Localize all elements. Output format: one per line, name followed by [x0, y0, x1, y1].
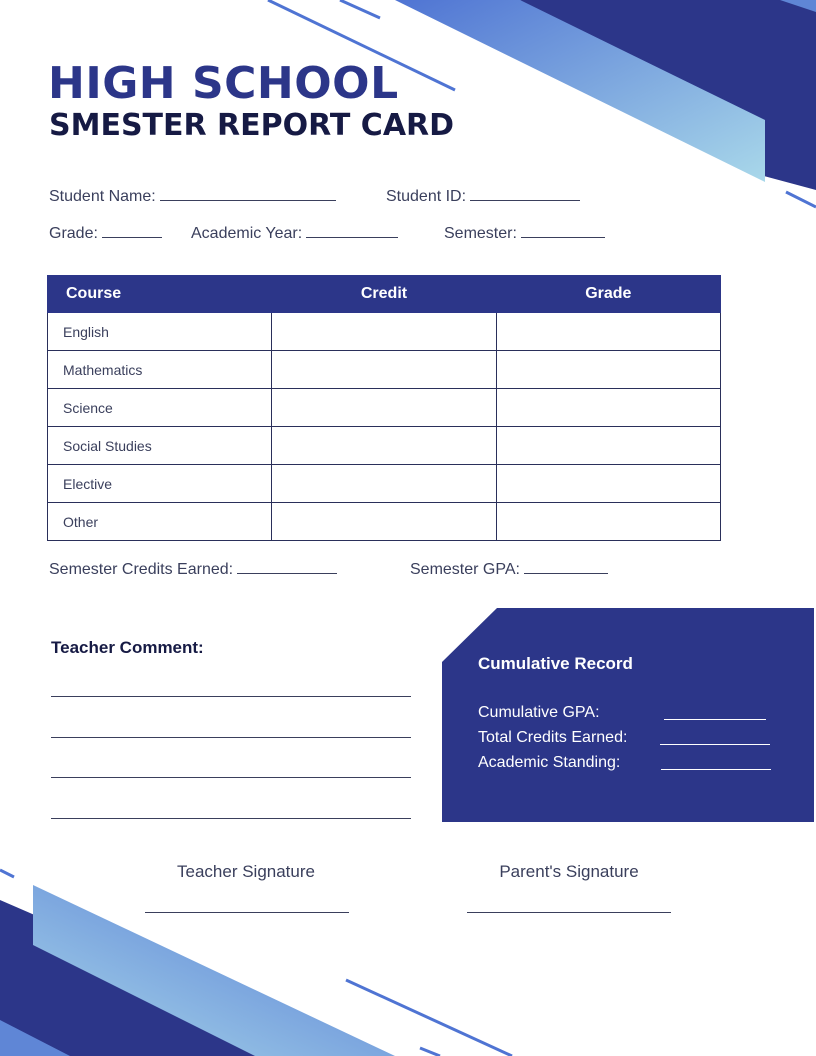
comment-line[interactable]	[51, 777, 411, 778]
table-row	[48, 427, 721, 465]
academic-standing-blank[interactable]	[661, 769, 771, 770]
table-header-row	[48, 276, 721, 313]
total-credits-blank[interactable]	[660, 744, 770, 745]
table-row	[48, 313, 721, 351]
student-name-label: Student Name:	[49, 188, 156, 205]
semester-gpa-label: Semester GPA:	[410, 561, 520, 578]
academic-standing-label: Academic Standing:	[478, 754, 621, 771]
course-cell: English	[48, 313, 272, 351]
semester-credits-blank[interactable]	[237, 559, 337, 574]
grades-table	[47, 275, 721, 541]
grade-cell[interactable]	[496, 427, 720, 465]
semester-field[interactable]	[444, 223, 605, 243]
parent-signature-line[interactable]	[467, 912, 671, 913]
grade-field[interactable]	[49, 223, 162, 243]
credit-cell[interactable]	[272, 503, 496, 541]
course-cell: Elective	[48, 465, 272, 503]
column-header-course: Course	[48, 276, 272, 313]
grade-cell[interactable]	[496, 465, 720, 503]
credit-cell[interactable]	[272, 313, 496, 351]
top-line-3	[786, 192, 816, 207]
grade-blank[interactable]	[102, 223, 162, 238]
course-cell: Mathematics	[48, 351, 272, 389]
teacher-signature-label: Teacher Signature	[177, 862, 315, 881]
credit-cell[interactable]	[272, 351, 496, 389]
parent-signature-label: Parent's Signature	[499, 862, 639, 881]
column-header-grade: Grade	[496, 276, 720, 313]
student-id-label: Student ID:	[386, 188, 467, 205]
table-row	[48, 389, 721, 427]
cumulative-gpa-label: Cumulative GPA:	[478, 704, 600, 721]
bottom-line-3	[420, 1048, 440, 1056]
grade-cell[interactable]	[496, 503, 720, 541]
course-cell: Science	[48, 389, 272, 427]
academic-year-label: Academic Year:	[191, 225, 303, 242]
comment-line[interactable]	[51, 737, 411, 738]
student-name-blank[interactable]	[160, 186, 336, 201]
grade-cell[interactable]	[496, 351, 720, 389]
column-header-credit: Credit	[272, 276, 496, 313]
teacher-comment-title: Teacher Comment:	[51, 638, 204, 657]
comment-line[interactable]	[51, 818, 411, 819]
comment-line[interactable]	[51, 696, 411, 697]
student-name-field[interactable]	[49, 186, 336, 206]
table-row	[48, 503, 721, 541]
semester-blank[interactable]	[521, 223, 605, 238]
semester-label: Semester:	[444, 225, 517, 242]
grade-cell[interactable]	[496, 313, 720, 351]
cumulative-gpa-blank[interactable]	[664, 719, 766, 720]
semester-credits-field[interactable]	[49, 559, 337, 579]
academic-year-field[interactable]	[191, 223, 398, 243]
page-title: HIGH SCHOOL	[48, 58, 399, 109]
semester-gpa-blank[interactable]	[524, 559, 608, 574]
table-row	[48, 465, 721, 503]
cumulative-record-title: Cumulative Record	[478, 654, 633, 673]
table-row	[48, 351, 721, 389]
bottom-line-2	[346, 980, 512, 1056]
total-credits-label: Total Credits Earned:	[478, 729, 628, 746]
grade-label: Grade:	[49, 225, 98, 242]
student-id-field[interactable]	[386, 186, 580, 206]
credit-cell[interactable]	[272, 427, 496, 465]
academic-year-blank[interactable]	[306, 223, 398, 238]
credit-cell[interactable]	[272, 465, 496, 503]
bottom-line-1	[0, 870, 14, 877]
course-cell: Social Studies	[48, 427, 272, 465]
credit-cell[interactable]	[272, 389, 496, 427]
page-subtitle: SMESTER REPORT CARD	[49, 108, 455, 143]
semester-gpa-field[interactable]	[410, 559, 608, 579]
course-cell: Other	[48, 503, 272, 541]
semester-credits-label: Semester Credits Earned:	[49, 561, 234, 578]
grade-cell[interactable]	[496, 389, 720, 427]
teacher-signature-line[interactable]	[145, 912, 349, 913]
top-line-2	[340, 0, 380, 18]
student-id-blank[interactable]	[470, 186, 580, 201]
